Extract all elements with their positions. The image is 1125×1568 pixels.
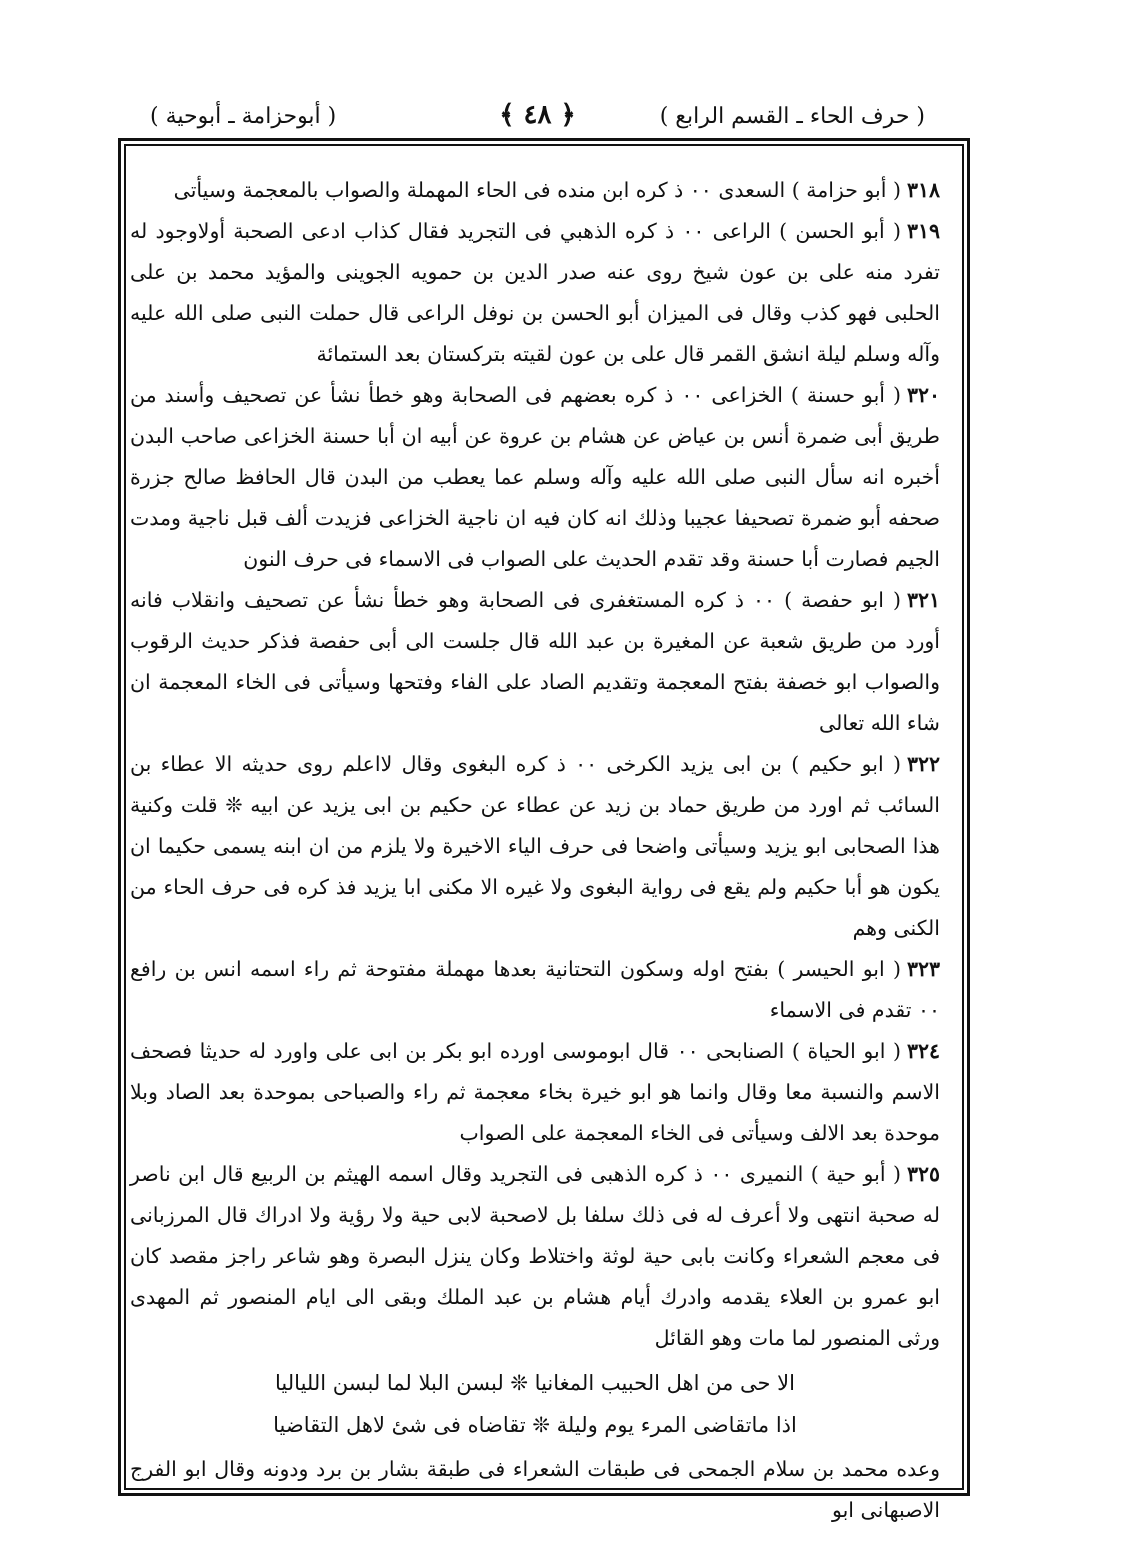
page-body <box>130 170 940 1531</box>
section-title: ( حرف الحاء ـ القسم الرابع ) <box>659 104 925 129</box>
entry-318: ٣١٨( أبو حزامة ) السعدى ٠٠ ذ كره ابن منده فى الحاء المهملة والصواب بالمعجمة وسيأتى <box>173 178 940 202</box>
verse-line-1: الا حى من اهل الحبيب المغانيا ❊ لبسن البلا لما لبسن اللياليا <box>275 1371 795 1395</box>
entry-319: ٣١٩( أبو الحسن ) الراعى ٠٠ ذ كره الذهبي فى التجريد فقال كذاب ادعى الصحبة أولاوجود له تفرد منه على بن عون شيخ روى عنه صدر الدين بن حمويه الجوينى والمؤيد محمد بن على الحلبى فهو كذب وقال فى الميزان أبو الحسن بن نوفل الراعى قال حملت النبى صلى الله عليه وآله وسلم ليلة انشق القمر قال على بن عون لقيته بتركستان بعد الستمائة <box>130 219 941 366</box>
entry-324: ٣٢٤( ابو الحياة ) الصنابحى ٠٠ قال ابوموسى اورده ابو بكر بن ابى على واورد له حديثا فصحف الاسم والنسبة معا وقال وانما هو ابو خيرة بخاء معجمة ثم راء والصباحى بموحدة بعد الصاد وبلا موحدة بعد الالف وسيأتى فى الخاء المعجمة على الصواب <box>130 1039 940 1145</box>
entry-321: ٣٢١( ابو حفصة ) ٠٠ ذ كره المستغفرى فى الصحابة وهو خطأ نشأ عن تصحيف وانقلاب فانه أورد من طريق شعبة عن المغيرة بن عبد الله قال جلست الى أبى حفصة فذكر حديث الرقوب والصواب ابو خصفة بفتح المعجمة وتقديم الصاد على الفاء وفتحها وسيأتى فى الخاء المعجمة ان شاء الله تعالى <box>130 588 940 735</box>
entry-322: ٣٢٢( ابو حكيم ) بن ابى يزيد الكرخى ٠٠ ذ كره البغوى وقال لااعلم روى حديثه الا عطاء بن السائب ثم اورد من طريق حماد بن زيد عن عطاء عن حكيم بن ابى يزيد عن ابيه ❊ قلت وكنية هذا الصحابى ابو يزيد وسيأتى واضحا فى حرف الياء الاخيرة ولا يلزم من ان ابنه يسمى حكيما ان يكون هو أبا حكيم ولم يقع فى رواية البغوى ولا غيره الا مكنى ابا يزيد فذ كره فى حرف الحاء من الكنى وهم <box>130 752 940 940</box>
closing-line: وعده محمد بن سلام الجمحى فى طبقات الشعراء فى طبقة بشار بن برد ودونه وقال ابو الفرج الاصبهانى ابو <box>130 1457 940 1522</box>
entry-323: ٣٢٣( ابو الحيسر ) بفتح اوله وسكون التحتانية بعدها مهملة مفتوحة ثم راء اسمه انس بن رافع ٠٠ تقدم فى الاسماء <box>130 957 940 1022</box>
verse-line-2: اذا ماتقاضى المرء يوم وليلة ❊ تقاضاه فى شئ لاهل التقاضيا <box>273 1413 797 1437</box>
entry-range: ( أبوحزامة ـ أبوحية ) <box>150 104 337 129</box>
entry-320: ٣٢٠( أبو حسنة ) الخزاعى ٠٠ ذ كره بعضهم فى الصحابة وهو خطأ نشأ عن تصحيف وأسند من طريق أبى ضمرة أنس بن عياض عن هشام بن عروة عن أبيه ان أبا حسنة الخزاعى صاحب البدن أخبره انه سأل النبى صلى الله عليه وآله وسلم عما يعطب من البدن قال الحافظ صالح جزرة صحفه أبو ضمرة تصحيفا عجيبا وذلك انه كان فيه ان ناجية الخزاعى فزيدت ألف قبل ناجية ومدت الجيم فصارت أبا حسنة وقد تقدم الحديث على الصواب فى الاسماء فى حرف النون <box>130 383 940 571</box>
entry-325: ٣٢٥( أبو حية ) النميرى ٠٠ ذ كره الذهبى فى التجريد وقال اسمه الهيثم بن الربيع قال ابن ناصر له صحبة انتهى ولا أعرف له فى ذلك سلفا بل لاصحبة لابى حية ولا رؤية ولا ادراك قال المرزبانى فى معجم الشعراء وكانت بابى حية لوثة واختلاط وكان ينزل البصرة وهو شاعر راجز مقصد كان ابو عمرو بن العلاء يقدمه وادرك أيام هشام بن عبد الملك وبقى الى ايام المنصور ثم المهدى ورثى المنصور لما مات وهو القائل <box>130 1162 940 1350</box>
page-number: ﴿ ٤٨ ﴾ <box>499 100 576 130</box>
